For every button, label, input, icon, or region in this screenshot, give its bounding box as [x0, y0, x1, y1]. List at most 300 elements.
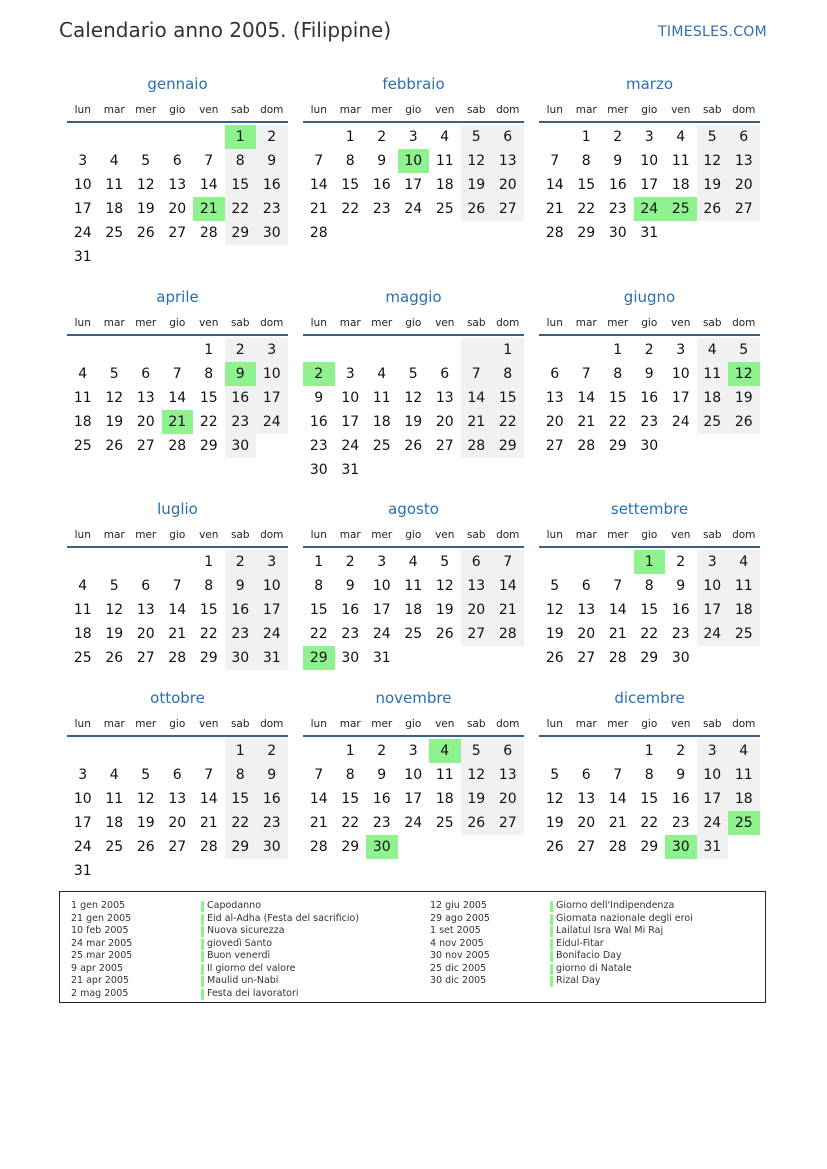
day-cell: 5: [109, 578, 119, 594]
month-name: agosto: [388, 500, 439, 518]
legend-holiday-name: Giorno dell'Indipendenza: [550, 900, 693, 913]
day-cell: 9: [314, 390, 324, 406]
day-cell: 20: [168, 201, 187, 217]
day-cell: 1: [581, 129, 591, 145]
day-cell: 9: [676, 578, 686, 594]
day-cell: 27: [435, 438, 454, 454]
day-cell: 7: [204, 767, 214, 783]
legend-holiday-name: Lailatul Isra Wal Mi Raj: [550, 925, 693, 938]
day-cell: 30: [256, 221, 288, 245]
day-cell: 4: [78, 578, 88, 594]
legend-holiday-name: Festa dei lavoratori: [201, 988, 359, 1001]
empty-cell: [256, 245, 288, 269]
weekday-label: mar: [103, 529, 125, 541]
empty-cell: [366, 458, 398, 482]
legend-date: 9 apr 2005: [71, 962, 124, 974]
legend-names-left: [201, 900, 359, 1000]
day-cell: 21: [608, 626, 627, 642]
weekday-label: mar: [575, 529, 597, 541]
day-cell: 30: [225, 646, 257, 670]
day-cell: 25: [73, 438, 92, 454]
day-cell: 12: [545, 602, 564, 618]
day-cell: 24: [73, 225, 92, 241]
empty-cell: [335, 221, 367, 245]
day-cell: 13: [492, 149, 524, 173]
weekday-label: gio: [169, 104, 186, 116]
day-cell: 22: [608, 414, 627, 430]
weekday-label: sab: [466, 529, 486, 541]
day-cell: 20: [545, 414, 564, 430]
weekday-label: gio: [405, 529, 422, 541]
day-cell: 28: [492, 622, 524, 646]
day-cell: 4: [440, 129, 450, 145]
day-cell: 24: [73, 839, 92, 855]
empty-cell: [492, 835, 524, 859]
day-cell: 24: [671, 414, 690, 430]
day-cell: 19: [461, 787, 493, 811]
day-cell: 24: [697, 622, 729, 646]
day-cell: 8: [492, 362, 524, 386]
month-name: novembre: [375, 689, 452, 707]
empty-cell: [398, 646, 430, 670]
month-marzo: [539, 69, 760, 245]
day-cell: 26: [136, 225, 155, 241]
legend-date: 30 nov 2005: [430, 950, 490, 961]
empty-cell: [256, 859, 288, 883]
legend-holiday-name: Capodanno: [201, 900, 359, 913]
day-cell: 5: [728, 338, 760, 362]
day-cell: 18: [728, 598, 760, 622]
day-cell: 30: [256, 835, 288, 859]
day-cell: 3: [256, 550, 288, 574]
day-cell: 18: [372, 414, 391, 430]
day-grid: [67, 125, 288, 269]
legend-names-right: [550, 900, 693, 988]
weekday-label: ven: [671, 718, 691, 730]
empty-cell: [67, 739, 99, 763]
empty-cell: [303, 338, 335, 362]
day-cell: 29: [640, 650, 659, 666]
day-cell: 21: [162, 410, 194, 434]
empty-cell: [398, 221, 430, 245]
day-cell: 17: [697, 598, 729, 622]
day-cell: 12: [105, 390, 124, 406]
day-cell: 9: [377, 767, 387, 783]
legend-date: 1 set 2005: [430, 925, 481, 936]
empty-cell: [429, 458, 461, 482]
empty-cell: [256, 434, 288, 458]
day-cell: 15: [225, 173, 257, 197]
day-cell: 28: [545, 225, 564, 241]
day-cell: 14: [309, 177, 328, 193]
empty-cell: [539, 739, 571, 763]
day-cell: 16: [256, 173, 288, 197]
month-name: aprile: [156, 288, 199, 306]
day-cell: 5: [109, 366, 119, 382]
day-cell: 10: [372, 578, 391, 594]
day-cell: 3: [78, 153, 88, 169]
day-cell: 24: [372, 626, 391, 642]
day-cell: 6: [581, 767, 591, 783]
day-cell: 21: [492, 598, 524, 622]
weekday-label: mer: [371, 529, 393, 541]
empty-cell: [697, 646, 729, 670]
day-cell: 30: [671, 650, 690, 666]
empty-cell: [335, 338, 367, 362]
day-cell: 12: [435, 578, 454, 594]
day-cell: 19: [545, 626, 564, 642]
weekday-header: [303, 524, 524, 548]
day-cell: 17: [372, 602, 391, 618]
brand-link[interactable]: TIMESLES.COM: [658, 24, 767, 40]
day-cell: 20: [435, 414, 454, 430]
day-cell: 2: [256, 739, 288, 763]
day-cell: 2: [377, 129, 387, 145]
day-cell: 1: [345, 129, 355, 145]
day-cell: 25: [404, 626, 423, 642]
day-cell: 4: [676, 129, 686, 145]
day-cell: 11: [73, 390, 92, 406]
empty-cell: [571, 338, 603, 362]
day-cell: 8: [644, 578, 654, 594]
day-cell: 15: [608, 390, 627, 406]
legend-date: 21 gen 2005: [71, 912, 132, 924]
day-cell: 5: [550, 767, 560, 783]
empty-cell: [728, 646, 760, 670]
day-cell: 12: [545, 791, 564, 807]
empty-cell: [130, 125, 162, 149]
weekday-label: sab: [702, 317, 722, 329]
day-cell: 5: [550, 578, 560, 594]
weekday-label: mer: [135, 529, 157, 541]
day-cell: 15: [199, 602, 218, 618]
day-cell: 13: [435, 390, 454, 406]
day-cell: 25: [665, 197, 697, 221]
day-cell: 11: [404, 578, 423, 594]
day-cell: 21: [545, 201, 564, 217]
day-cell: 29: [303, 646, 335, 670]
day-cell: 29: [225, 221, 257, 245]
day-cell: 23: [225, 410, 257, 434]
day-cell: 9: [225, 574, 257, 598]
empty-cell: [193, 125, 225, 149]
day-cell: 7: [172, 578, 182, 594]
day-cell: 12: [728, 362, 760, 386]
day-cell: 23: [341, 626, 360, 642]
day-cell: 26: [461, 197, 493, 221]
weekday-label: sab: [466, 317, 486, 329]
day-cell: 21: [309, 815, 328, 831]
weekday-label: gio: [405, 104, 422, 116]
day-cell: 8: [644, 767, 654, 783]
month-maggio: [303, 282, 524, 482]
day-cell: 6: [728, 125, 760, 149]
day-cell: 18: [105, 815, 124, 831]
weekday-label: dom: [260, 529, 284, 541]
day-cell: 23: [309, 438, 328, 454]
day-cell: 27: [136, 650, 155, 666]
day-cell: 18: [435, 791, 454, 807]
day-cell: 26: [461, 811, 493, 835]
empty-cell: [130, 859, 162, 883]
day-cell: 21: [608, 815, 627, 831]
day-cell: 13: [728, 149, 760, 173]
empty-cell: [366, 221, 398, 245]
page-title: Calendario anno 2005. (Filippine): [59, 18, 392, 42]
day-cell: 22: [341, 201, 360, 217]
day-cell: 27: [577, 839, 596, 855]
day-cell: 22: [199, 626, 218, 642]
day-cell: 29: [225, 835, 257, 859]
day-cell: 10: [256, 574, 288, 598]
day-cell: 5: [440, 554, 450, 570]
day-cell: 27: [136, 438, 155, 454]
day-cell: 1: [613, 342, 623, 358]
day-cell: 25: [372, 438, 391, 454]
weekday-label: dom: [732, 317, 756, 329]
weekday-label: ven: [671, 317, 691, 329]
day-cell: 4: [109, 767, 119, 783]
weekday-label: gio: [405, 317, 422, 329]
day-cell: 13: [168, 177, 187, 193]
day-grid: [539, 338, 760, 458]
legend-date: 25 dic 2005: [430, 962, 487, 974]
day-cell: 25: [73, 650, 92, 666]
day-cell: 20: [577, 626, 596, 642]
day-cell: 2: [225, 550, 257, 574]
day-cell: 18: [404, 602, 423, 618]
day-cell: 17: [671, 390, 690, 406]
weekday-label: dom: [260, 104, 284, 116]
day-cell: 13: [136, 602, 155, 618]
month-name: settembre: [610, 500, 689, 518]
day-cell: 15: [199, 390, 218, 406]
day-cell: 31: [372, 650, 391, 666]
day-cell: 18: [671, 177, 690, 193]
day-cell: 29: [199, 650, 218, 666]
weekday-label: ven: [199, 317, 219, 329]
weekday-label: ven: [199, 718, 219, 730]
weekday-label: lun: [546, 529, 563, 541]
legend-holiday-name: Maulid un-Nabi: [201, 975, 359, 988]
legend-holiday-name: Buon venerdì: [201, 950, 359, 963]
day-cell: 24: [341, 438, 360, 454]
day-cell: 12: [461, 763, 493, 787]
weekday-label: ven: [435, 104, 455, 116]
day-cell: 9: [644, 366, 654, 382]
day-cell: 12: [461, 149, 493, 173]
day-cell: 8: [581, 153, 591, 169]
day-cell: 7: [550, 153, 560, 169]
month-name: dicembre: [614, 689, 685, 707]
day-cell: 31: [256, 646, 288, 670]
empty-cell: [162, 245, 194, 269]
day-cell: 27: [545, 438, 564, 454]
day-cell: 10: [671, 366, 690, 382]
day-cell: 10: [640, 153, 659, 169]
day-cell: 8: [345, 767, 355, 783]
weekday-label: mer: [371, 317, 393, 329]
day-cell: 5: [461, 125, 493, 149]
day-cell: 16: [225, 386, 257, 410]
day-cell: 17: [640, 177, 659, 193]
day-cell: 2: [303, 362, 335, 386]
weekday-label: dom: [496, 529, 520, 541]
weekday-label: gio: [169, 529, 186, 541]
day-cell: 14: [199, 177, 218, 193]
day-cell: 30: [341, 650, 360, 666]
empty-cell: [99, 739, 131, 763]
weekday-label: dom: [260, 317, 284, 329]
holiday-legend: [59, 891, 766, 1003]
empty-cell: [303, 125, 335, 149]
weekday-label: mer: [607, 317, 629, 329]
day-cell: 11: [728, 574, 760, 598]
empty-cell: [130, 245, 162, 269]
day-cell: 4: [697, 338, 729, 362]
day-cell: 13: [461, 574, 493, 598]
day-grid: [67, 550, 288, 670]
weekday-label: gio: [641, 104, 658, 116]
day-cell: 10: [697, 763, 729, 787]
day-cell: 21: [461, 410, 493, 434]
empty-cell: [130, 338, 162, 362]
day-cell: 22: [492, 410, 524, 434]
day-cell: 16: [608, 177, 627, 193]
weekday-label: ven: [435, 718, 455, 730]
weekday-header: [539, 99, 760, 123]
month-aprile: [67, 282, 288, 458]
day-cell: 22: [640, 626, 659, 642]
day-cell: 20: [728, 173, 760, 197]
day-cell: 7: [613, 578, 623, 594]
weekday-label: gio: [169, 317, 186, 329]
day-cell: 10: [73, 791, 92, 807]
day-cell: 6: [492, 125, 524, 149]
day-cell: 1: [204, 342, 214, 358]
day-cell: 4: [728, 739, 760, 763]
day-cell: 31: [73, 249, 92, 265]
empty-cell: [602, 739, 634, 763]
weekday-label: mar: [339, 317, 361, 329]
day-cell: 4: [78, 366, 88, 382]
day-cell: 11: [105, 177, 124, 193]
day-cell: 19: [461, 173, 493, 197]
day-cell: 4: [109, 153, 119, 169]
weekday-label: dom: [260, 718, 284, 730]
day-cell: 30: [309, 462, 328, 478]
day-cell: 26: [435, 626, 454, 642]
day-cell: 3: [78, 767, 88, 783]
day-cell: 7: [172, 366, 182, 382]
day-cell: 10: [341, 390, 360, 406]
month-dicembre: [539, 683, 760, 859]
day-cell: 25: [105, 225, 124, 241]
day-cell: 4: [728, 550, 760, 574]
day-cell: 23: [671, 626, 690, 642]
day-cell: 16: [671, 791, 690, 807]
weekday-label: mar: [103, 104, 125, 116]
weekday-label: mar: [339, 529, 361, 541]
day-cell: 23: [256, 197, 288, 221]
day-cell: 26: [105, 438, 124, 454]
day-cell: 18: [73, 414, 92, 430]
month-name: giugno: [623, 288, 676, 306]
day-cell: 11: [372, 390, 391, 406]
empty-cell: [193, 859, 225, 883]
day-cell: 10: [398, 149, 430, 173]
weekday-label: ven: [671, 529, 691, 541]
day-cell: 28: [309, 839, 328, 855]
weekday-label: lun: [74, 317, 91, 329]
legend-holiday-name: Il giorno del valore: [201, 963, 359, 976]
day-cell: 17: [341, 414, 360, 430]
day-cell: 2: [613, 129, 623, 145]
day-cell: 2: [676, 743, 686, 759]
day-cell: 15: [640, 602, 659, 618]
day-cell: 19: [105, 626, 124, 642]
empty-cell: [67, 125, 99, 149]
day-grid: [303, 125, 524, 245]
weekday-label: mar: [339, 104, 361, 116]
day-cell: 5: [408, 366, 418, 382]
day-cell: 1: [492, 338, 524, 362]
day-cell: 6: [172, 153, 182, 169]
legend-holiday-name: Rizal Day: [550, 975, 693, 988]
day-cell: 26: [136, 839, 155, 855]
empty-cell: [429, 338, 461, 362]
weekday-label: ven: [435, 529, 455, 541]
month-luglio: [67, 494, 288, 670]
day-cell: 12: [105, 602, 124, 618]
day-cell: 14: [608, 602, 627, 618]
day-cell: 14: [461, 386, 493, 410]
day-cell: 30: [225, 434, 257, 458]
day-cell: 3: [644, 129, 654, 145]
month-name: febbraio: [382, 75, 445, 93]
day-cell: 21: [309, 201, 328, 217]
day-cell: 13: [545, 390, 564, 406]
legend-holiday-name: Eidul-Fitar: [550, 938, 693, 951]
day-cell: 28: [608, 650, 627, 666]
empty-cell: [99, 550, 131, 574]
day-cell: 14: [168, 390, 187, 406]
day-cell: 15: [341, 177, 360, 193]
day-cell: 6: [492, 739, 524, 763]
day-cell: 11: [105, 791, 124, 807]
weekday-label: dom: [732, 718, 756, 730]
day-cell: 20: [136, 414, 155, 430]
day-cell: 8: [345, 153, 355, 169]
day-cell: 16: [372, 791, 391, 807]
day-cell: 4: [408, 554, 418, 570]
day-grid: [539, 739, 760, 859]
day-cell: 26: [697, 197, 729, 221]
month-name: luglio: [157, 500, 198, 518]
empty-cell: [728, 835, 760, 859]
weekday-label: gio: [641, 317, 658, 329]
empty-cell: [571, 739, 603, 763]
day-cell: 15: [225, 787, 257, 811]
weekday-label: sab: [702, 104, 722, 116]
day-cell: 28: [199, 225, 218, 241]
day-cell: 20: [577, 815, 596, 831]
day-cell: 27: [492, 197, 524, 221]
day-cell: 6: [461, 550, 493, 574]
empty-cell: [492, 646, 524, 670]
empty-cell: [225, 245, 257, 269]
empty-cell: [461, 338, 493, 362]
